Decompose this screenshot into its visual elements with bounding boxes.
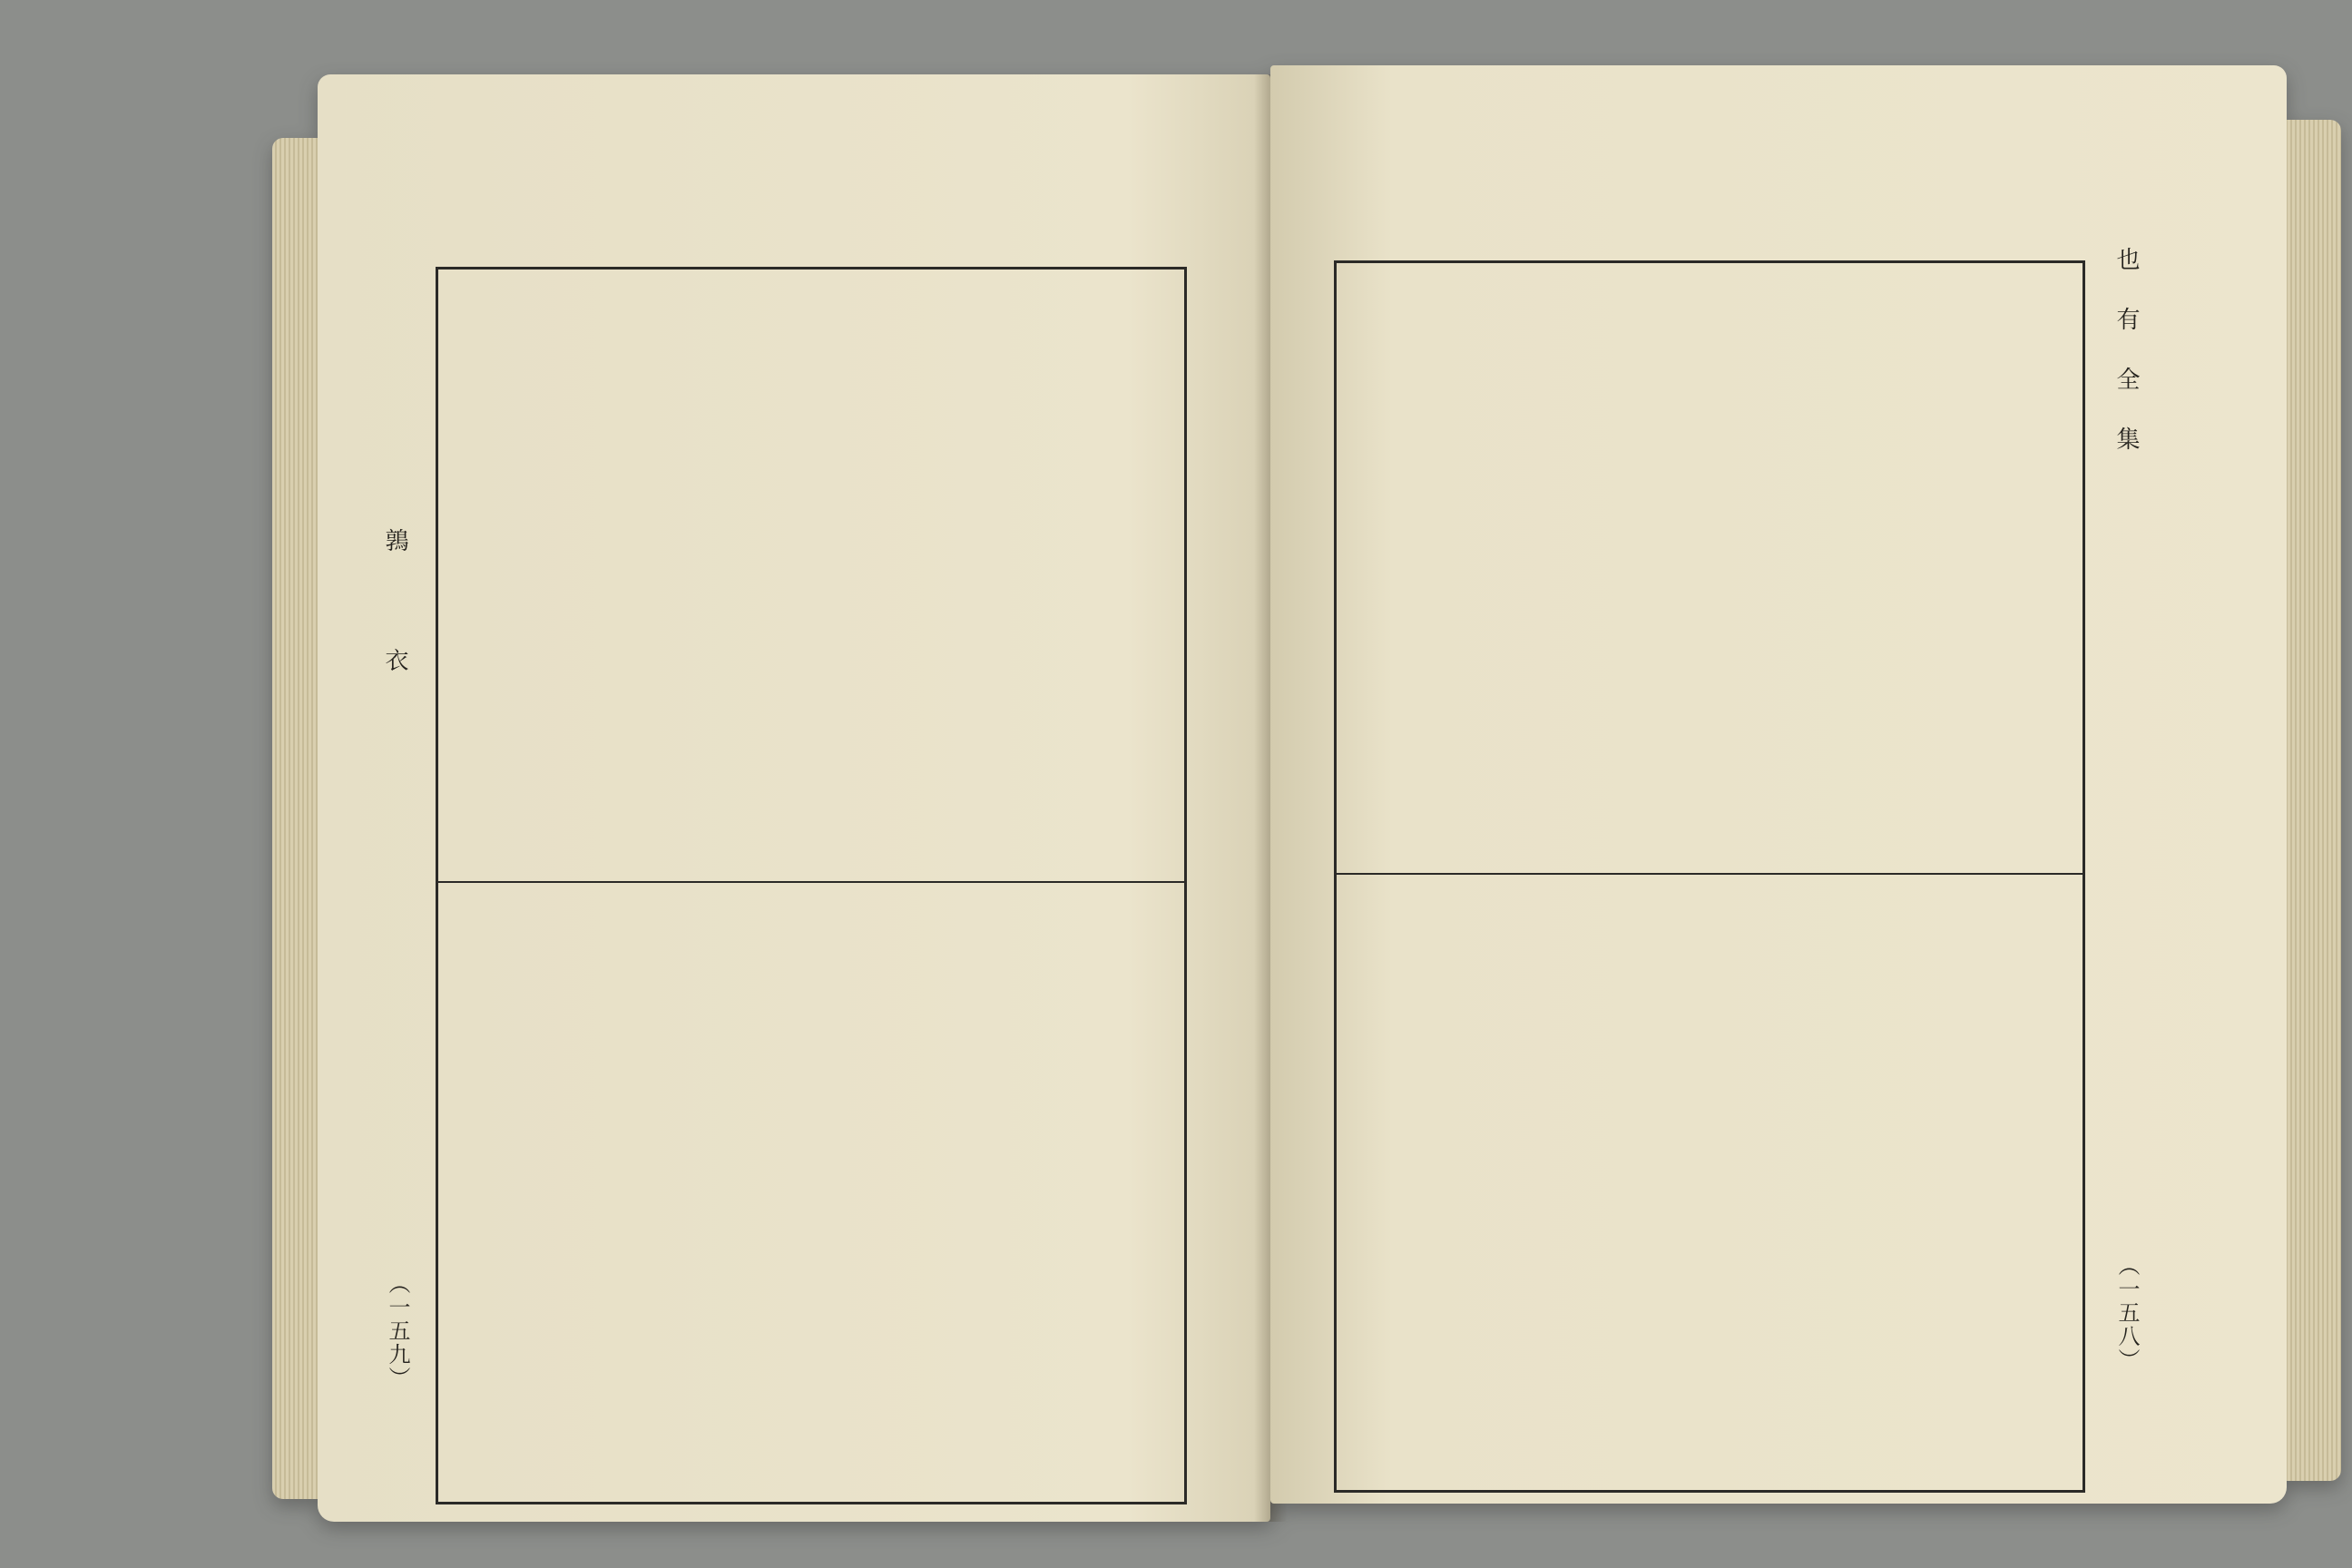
right-text-frame <box>1334 260 2085 1493</box>
right-frame-divider <box>1337 873 2082 875</box>
right-page <box>1270 65 2287 1504</box>
left-page-number: （一五九） <box>385 1272 410 1390</box>
left-page <box>318 74 1270 1522</box>
right-page-number: （一五八） <box>2114 1254 2140 1372</box>
right-running-head: 也有全集 <box>2112 247 2140 486</box>
open-book <box>272 56 2341 1526</box>
left-text-frame <box>436 267 1187 1504</box>
page-edges-right <box>2283 120 2341 1481</box>
left-frame-divider <box>438 881 1184 883</box>
left-running-head: 鶉 衣 <box>381 528 408 708</box>
